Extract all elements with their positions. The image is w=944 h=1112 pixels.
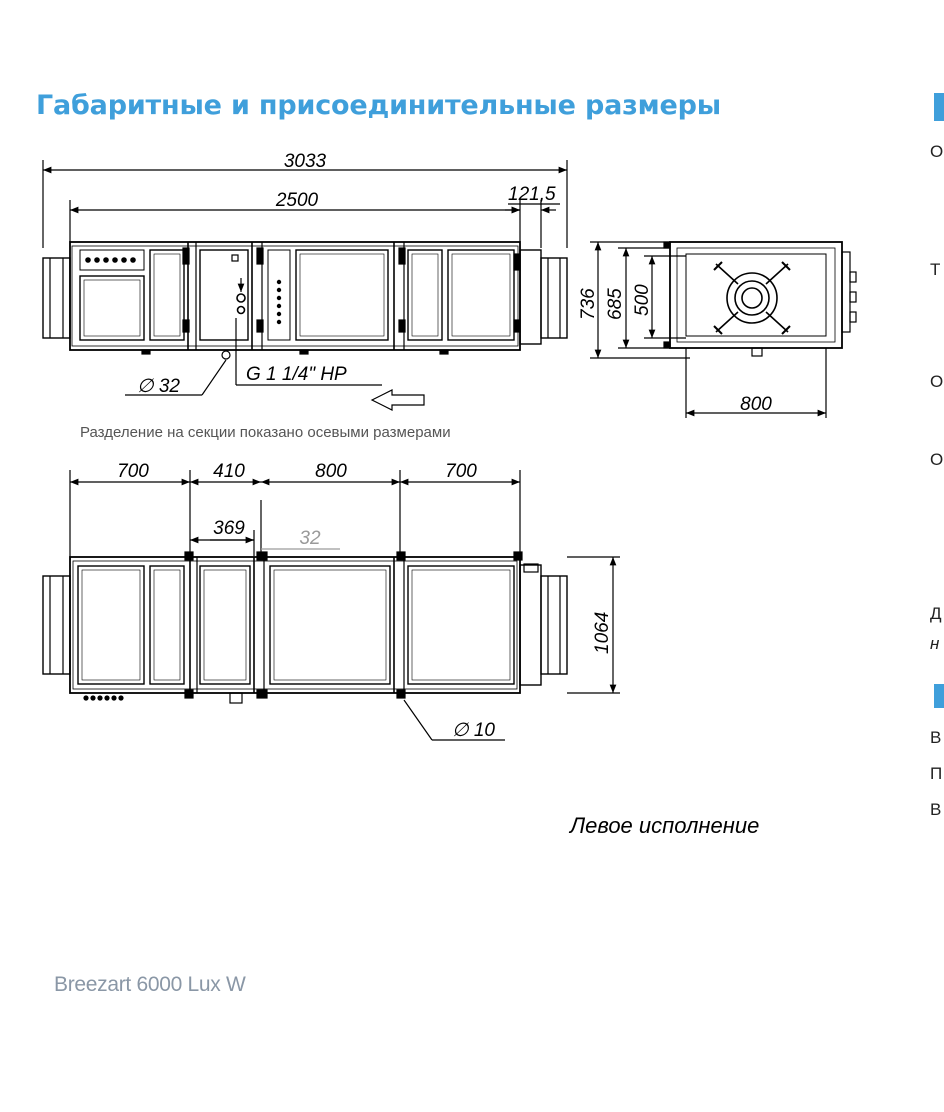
side-view	[590, 242, 856, 418]
right-column-text-fragment: В	[930, 728, 942, 747]
pipe-diameter-label: ∅ 32	[137, 376, 180, 397]
section-3-label: 800	[315, 461, 347, 482]
dim-depth-label: 1064	[592, 611, 613, 654]
right-column-text-fragment: Т	[930, 260, 941, 279]
footer-model-name: Breezart 6000 Lux W	[54, 973, 246, 996]
drain-diameter-label: ∅ 10	[452, 720, 495, 741]
dim-width-label: 800	[740, 394, 772, 415]
section-note: Разделение на секции показано осевыми размерами	[80, 424, 451, 441]
dim-height-body-label: 685	[605, 288, 626, 320]
plan-view	[43, 470, 620, 740]
section-4-label: 700	[445, 461, 477, 482]
right-column-text-fragment: О	[930, 450, 944, 469]
right-column-text-fragment: П	[930, 764, 943, 783]
right-column-text-fragment: н	[930, 634, 940, 653]
right-column-text-fragment: В	[930, 800, 942, 819]
dim-height-total-label: 736	[578, 288, 599, 320]
section-2-label: 410	[213, 461, 245, 482]
dim-height-inner-label: 500	[632, 284, 653, 316]
section-1-label: 700	[117, 461, 149, 482]
dim-body-label: 2500	[275, 190, 319, 211]
dim-overall-label: 3033	[283, 151, 327, 172]
right-column-text-fragment: О	[930, 372, 944, 391]
right-column-text-fragment: Д	[930, 604, 942, 623]
page-title: Габаритные и присоединительные размеры	[36, 90, 721, 121]
dim-flange-label: 121,5	[508, 184, 556, 205]
right-column-text-fragment: О	[930, 142, 944, 161]
dim-inner-label: 369	[213, 518, 245, 539]
connection-label: G 1 1/4" НР	[246, 364, 347, 385]
variant-label: Левое исполнение	[570, 813, 760, 838]
dim-gap-label: 32	[299, 528, 321, 549]
